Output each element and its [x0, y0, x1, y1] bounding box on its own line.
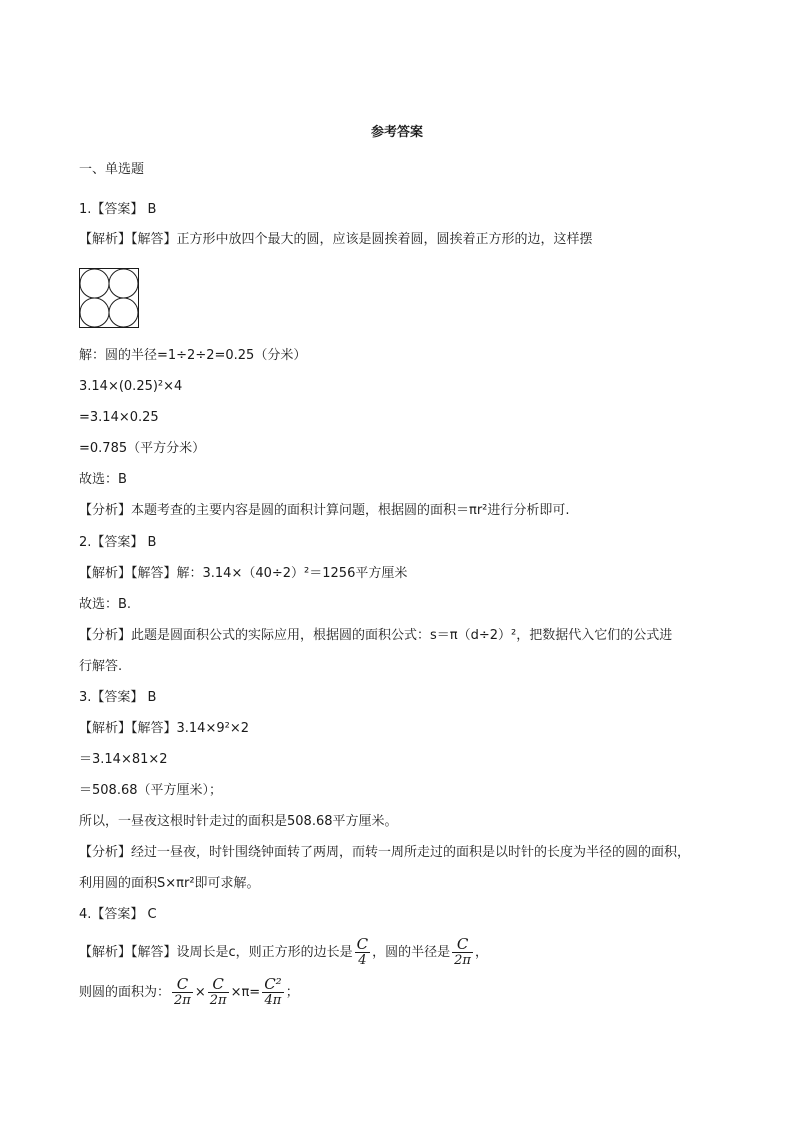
q1-step-1: 解：圆的半径=1÷2÷2=0.25（分米）: [79, 348, 307, 363]
q1-answer: 1.【答案】 B: [79, 202, 157, 217]
circle-top-left: [80, 269, 109, 298]
page-title: 参考答案: [370, 125, 423, 140]
fraction-c-squared-over-4pi: [262, 977, 284, 1008]
q4-area-formula: [79, 975, 299, 1011]
q1-choice: 故选：B: [79, 472, 127, 487]
q2-note-line-1: 【分析】此题是圆面积公式的实际应用，根据圆的面积公式：s＝π（d÷2）²，把数据代入它们的公式进: [79, 628, 673, 643]
fraction-numerator: C: [356, 935, 369, 953]
times-sign: ×: [194, 985, 206, 1000]
q4-analysis-text-1: 【解析】【解答】设周长是c，则正方形的边长是: [79, 945, 353, 960]
section-heading: 一、单选题: [79, 162, 145, 177]
q1-note: 【分析】本题考查的主要内容是圆的面积计算问题，根据圆的面积＝πr²进行分析即可.: [79, 503, 570, 518]
fraction-numerator: C: [172, 977, 193, 993]
q2-answer: 2.【答案】 B: [79, 535, 157, 550]
q3-step-3: 所以，一昼夜这根时针走过的面积是508.68平方厘米。: [79, 814, 398, 829]
q1-step-4: =0.785（平方分米）: [79, 441, 206, 456]
fraction-denominator: 2π: [174, 993, 191, 1008]
q4-answer: 4.【答案】 C: [79, 907, 157, 922]
q4-area-text-1: 则圆的面积为：: [79, 985, 171, 1000]
q3-step-2: ＝508.68（平方厘米）；: [79, 783, 222, 798]
q1-step-3: =3.14×0.25: [79, 410, 159, 425]
q3-note-line-1: 【分析】经过一昼夜，时针围绕钟面转了两周，而转一周所走过的面积是以时针的长度为半径的圆的面积，: [79, 845, 691, 860]
circle-top-right: [109, 269, 138, 298]
fraction-c-over-4: [355, 937, 370, 968]
fraction-denominator: 2π: [209, 993, 227, 1008]
q2-choice: 故选：B.: [79, 597, 132, 612]
square-outline: [80, 269, 139, 328]
q3-analysis: 【解析】【解答】3.14×9²×2: [79, 721, 249, 736]
square-four-circles-figure: [79, 268, 139, 328]
q4-analysis: [79, 935, 488, 971]
fraction-numerator: C: [452, 937, 473, 953]
fraction-denominator: 2π: [454, 953, 471, 968]
q1-analysis: 【解析】【解答】正方形中放四个最大的圆，应该是圆挨着圆，圆挨着正方形的边，这样摆: [79, 232, 593, 247]
q4-analysis-text-2: ，圆的半径是: [372, 945, 451, 960]
q2-analysis: 【解析】【解答】解：3.14×（40÷2）²＝1256平方厘米: [79, 566, 408, 581]
fraction-c-over-2pi: [172, 977, 193, 1008]
circle-bottom-left: [80, 298, 109, 327]
fraction-c-over-2pi: [208, 977, 229, 1008]
q4-analysis-text-3: ，: [474, 945, 488, 960]
fraction-numerator: C: [208, 977, 229, 993]
q4-area-text-end: ；: [285, 985, 299, 1000]
fraction-denominator: 4: [358, 953, 367, 968]
q2-note-line-2: 行解答.: [79, 659, 123, 674]
fraction-numerator: C²: [264, 975, 282, 993]
times-pi-equals: ×π=: [230, 985, 261, 1000]
q1-step-2: 3.14×(0.25)²×4: [79, 379, 183, 394]
q3-answer: 3.【答案】 B: [79, 690, 157, 705]
q3-note-line-2: 利用圆的面积S×πr²即可求解。: [79, 876, 260, 891]
fraction-denominator: 4π: [264, 993, 282, 1008]
circle-bottom-right: [109, 298, 138, 327]
q3-step-1: ＝3.14×81×2: [79, 752, 168, 767]
fraction-c-over-2pi: [452, 937, 473, 968]
